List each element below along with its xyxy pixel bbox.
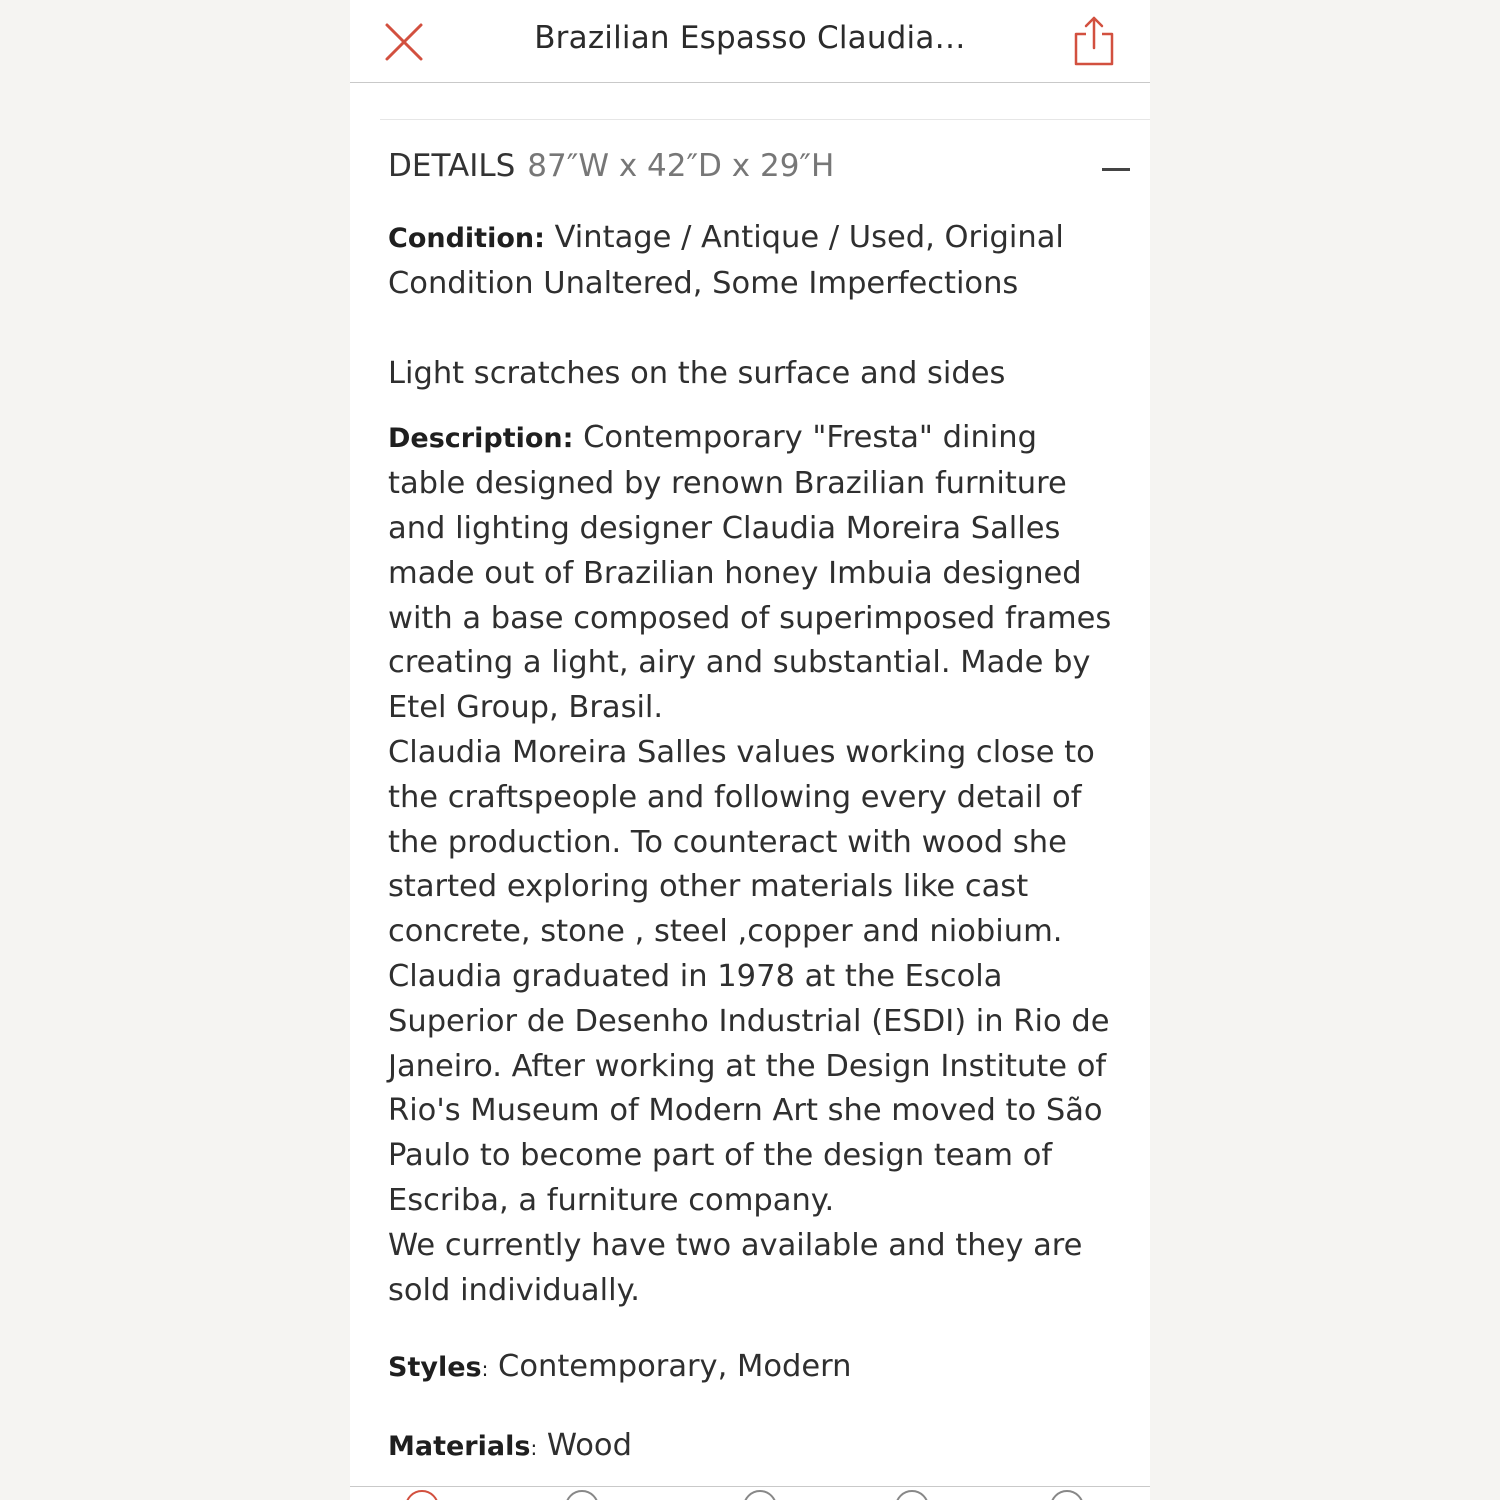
styles-value: Contemporary, Modern bbox=[498, 1349, 852, 1385]
profile-icon[interactable] bbox=[895, 1490, 929, 1500]
description-label: Description: bbox=[388, 423, 574, 455]
details-content bbox=[388, 216, 1123, 1471]
condition-label: Condition: bbox=[388, 223, 545, 254]
collapse-minus-icon[interactable] bbox=[1102, 168, 1130, 171]
condition-value: Vintage / Antique / Used, Original Condition Unaltered, Some Imperfections bbox=[388, 220, 1064, 301]
materials-row: Materials: Wood bbox=[388, 1428, 632, 1464]
details-section-header[interactable] bbox=[388, 148, 834, 184]
tag-icon[interactable] bbox=[743, 1490, 777, 1500]
description-row bbox=[388, 416, 1123, 731]
description-paragraph-1: Contemporary "Fresta" dining table designed by renown Brazilian furniture and lighting designer Claudia Moreira Salles made out of Brazilian honey Imbuia designed with a base composed of superimposed frames creating a light, airy and substantial. Made by Etel Group, Brasil. bbox=[388, 420, 1112, 726]
product-detail-screen bbox=[350, 0, 1150, 1500]
styles-row: Styles: Contemporary, Modern bbox=[388, 1349, 852, 1385]
share-icon bbox=[1072, 14, 1116, 68]
heart-icon[interactable] bbox=[565, 1490, 599, 1500]
details-heading: DETAILS bbox=[388, 148, 516, 184]
section-divider bbox=[380, 119, 1150, 120]
styles-label: Styles bbox=[388, 1352, 482, 1384]
top-navigation-bar bbox=[350, 0, 1150, 83]
materials-value: Wood bbox=[546, 1428, 632, 1464]
dimensions-value: 87″W x 42″D x 29″H bbox=[527, 148, 835, 184]
bottom-tab-bar bbox=[350, 1486, 1150, 1500]
materials-label: Materials bbox=[388, 1431, 531, 1463]
page-title: Brazilian Espasso Claudia… bbox=[534, 20, 966, 56]
description-paragraph-2: Claudia Moreira Salles values working close to the craftspeople and following every detail of the production. To counteract with wood she started exploring other materials like cast concrete, stone , steel ,copper and niobium. bbox=[388, 734, 1095, 950]
home-icon[interactable] bbox=[405, 1490, 439, 1500]
condition-note: Light scratches on the surface and sides bbox=[388, 355, 1006, 391]
share-button[interactable] bbox=[1072, 14, 1116, 68]
description-paragraph-3: Claudia graduated in 1978 at the Escola Superior de Desenho Industrial (ESDI) in Rio de Janeiro. After working at the Design Institute of Rio's Museum of Modern Art she moved to São Paulo to become part of the design team of Escriba, a furniture company. bbox=[388, 958, 1110, 1218]
description-paragraph-4: We currently have two available and they are sold individually. bbox=[388, 1227, 1083, 1308]
more-icon[interactable] bbox=[1050, 1490, 1084, 1500]
condition-row bbox=[388, 216, 1123, 307]
